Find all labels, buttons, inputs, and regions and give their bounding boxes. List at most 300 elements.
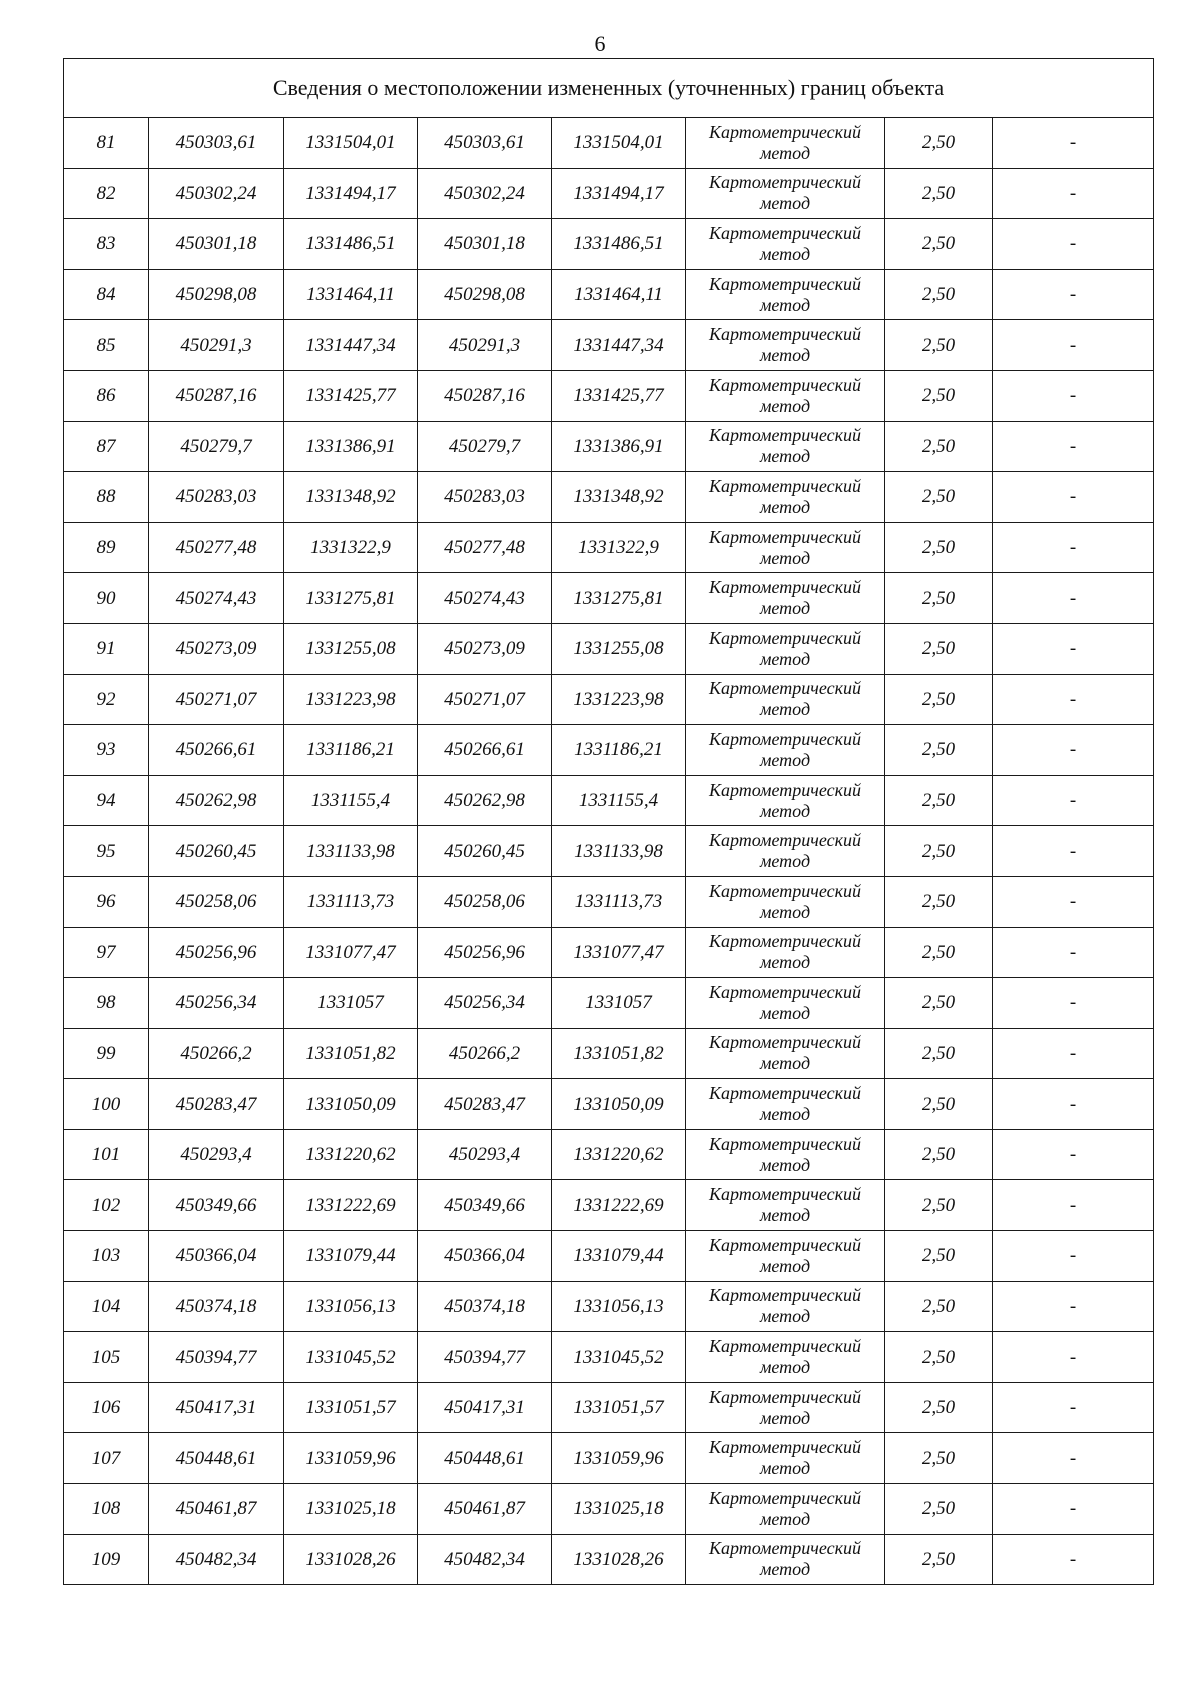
- accuracy-cell: 2,50: [885, 1079, 993, 1130]
- table-row: [64, 370, 1154, 421]
- refined-x-cell: 450266,2: [418, 1028, 552, 1079]
- description-cell: -: [993, 725, 1154, 776]
- refined-y-cell: 1331255,08: [552, 623, 686, 674]
- point-number-cell: 86: [64, 370, 149, 421]
- method-cell: [686, 1028, 885, 1079]
- description-cell: -: [993, 269, 1154, 320]
- accuracy-cell: 2,50: [885, 1180, 993, 1231]
- existing-x-cell: 450301,18: [149, 219, 284, 270]
- method-line-1: Картометрический: [708, 526, 861, 547]
- page-number: 6: [594, 31, 606, 56]
- accuracy-cell: 2,50: [885, 876, 993, 927]
- accuracy-cell: 2,50: [885, 623, 993, 674]
- method-line-2: метод: [759, 952, 811, 973]
- table-row: [64, 1382, 1154, 1433]
- method-cell: [686, 320, 885, 371]
- accuracy-cell: 2,50: [885, 269, 993, 320]
- refined-x-cell: 450303,61: [418, 118, 552, 169]
- method-line-1: Картометрический: [708, 374, 861, 395]
- refined-x-cell: 450448,61: [418, 1433, 552, 1484]
- point-number-cell: 91: [64, 623, 149, 674]
- refined-x-cell: 450293,4: [418, 1129, 552, 1180]
- refined-y-cell: 1331222,69: [552, 1180, 686, 1231]
- method-line-1: Картометрический: [708, 222, 861, 243]
- refined-x-cell: 450417,31: [418, 1382, 552, 1433]
- point-number-cell: 82: [64, 168, 149, 219]
- existing-y-cell: 1331056,13: [284, 1281, 418, 1332]
- method-line-1: Картометрический: [708, 1133, 861, 1154]
- existing-x-cell: 450271,07: [149, 674, 284, 725]
- point-number-cell: 88: [64, 472, 149, 523]
- point-number-cell: 95: [64, 826, 149, 877]
- method-cell: [686, 118, 885, 169]
- point-number-cell: 97: [64, 927, 149, 978]
- method-line-2: метод: [759, 1559, 811, 1580]
- refined-y-cell: 1331348,92: [552, 472, 686, 523]
- point-number-cell: 105: [64, 1332, 149, 1383]
- method-cell: [686, 1433, 885, 1484]
- refined-x-cell: 450273,09: [418, 623, 552, 674]
- description-cell: -: [993, 826, 1154, 877]
- table-row: [64, 876, 1154, 927]
- point-number-cell: 100: [64, 1079, 149, 1130]
- method-line-1: Картометрический: [708, 830, 861, 851]
- table-row: [64, 1079, 1154, 1130]
- point-number-cell: 96: [64, 876, 149, 927]
- refined-x-cell: 450287,16: [418, 370, 552, 421]
- existing-x-cell: 450303,61: [149, 118, 284, 169]
- existing-x-cell: 450349,66: [149, 1180, 284, 1231]
- existing-y-cell: 1331494,17: [284, 168, 418, 219]
- description-cell: -: [993, 775, 1154, 826]
- description-cell: -: [993, 168, 1154, 219]
- existing-y-cell: 1331025,18: [284, 1484, 418, 1535]
- refined-y-cell: 1331133,98: [552, 826, 686, 877]
- method-line-2: метод: [759, 395, 811, 416]
- accuracy-cell: 2,50: [885, 1534, 993, 1585]
- description-cell: -: [993, 1079, 1154, 1130]
- method-line-1: Картометрический: [708, 577, 861, 598]
- existing-y-cell: 1331255,08: [284, 623, 418, 674]
- table-row: [64, 1129, 1154, 1180]
- existing-x-cell: 450366,04: [149, 1231, 284, 1282]
- method-cell: [686, 1484, 885, 1535]
- method-line-1: Картометрический: [708, 273, 861, 294]
- point-number-cell: 98: [64, 978, 149, 1029]
- existing-y-cell: 1331222,69: [284, 1180, 418, 1231]
- refined-x-cell: 450283,03: [418, 472, 552, 523]
- description-cell: -: [993, 1332, 1154, 1383]
- refined-y-cell: 1331494,17: [552, 168, 686, 219]
- method-line-2: метод: [759, 547, 811, 568]
- method-line-1: Картометрический: [708, 1032, 861, 1053]
- refined-y-cell: 1331056,13: [552, 1281, 686, 1332]
- method-line-1: Картометрический: [708, 1386, 861, 1407]
- description-cell: -: [993, 978, 1154, 1029]
- existing-y-cell: 1331220,62: [284, 1129, 418, 1180]
- description-cell: -: [993, 320, 1154, 371]
- refined-y-cell: 1331322,9: [552, 522, 686, 573]
- description-cell: -: [993, 876, 1154, 927]
- method-cell: [686, 826, 885, 877]
- accuracy-cell: 2,50: [885, 826, 993, 877]
- existing-x-cell: 450283,47: [149, 1079, 284, 1130]
- accuracy-cell: 2,50: [885, 320, 993, 371]
- refined-x-cell: 450302,24: [418, 168, 552, 219]
- existing-x-cell: 450394,77: [149, 1332, 284, 1383]
- existing-x-cell: 450256,96: [149, 927, 284, 978]
- accuracy-cell: 2,50: [885, 219, 993, 270]
- table-row: [64, 522, 1154, 573]
- table-row: [64, 674, 1154, 725]
- existing-x-cell: 450256,34: [149, 978, 284, 1029]
- existing-y-cell: 1331486,51: [284, 219, 418, 270]
- method-line-2: метод: [759, 648, 811, 669]
- refined-y-cell: 1331464,11: [552, 269, 686, 320]
- existing-y-cell: 1331223,98: [284, 674, 418, 725]
- refined-y-cell: 1331057: [552, 978, 686, 1029]
- existing-x-cell: 450302,24: [149, 168, 284, 219]
- accuracy-cell: 2,50: [885, 370, 993, 421]
- refined-y-cell: 1331051,57: [552, 1382, 686, 1433]
- refined-y-cell: 1331447,34: [552, 320, 686, 371]
- point-number-cell: 107: [64, 1433, 149, 1484]
- method-line-2: метод: [759, 1104, 811, 1125]
- table-body: [64, 59, 1154, 1585]
- existing-y-cell: 1331275,81: [284, 573, 418, 624]
- description-cell: -: [993, 118, 1154, 169]
- refined-x-cell: 450271,07: [418, 674, 552, 725]
- method-cell: [686, 1129, 885, 1180]
- description-cell: -: [993, 370, 1154, 421]
- accuracy-cell: 2,50: [885, 978, 993, 1029]
- description-cell: -: [993, 1382, 1154, 1433]
- point-number-cell: 81: [64, 118, 149, 169]
- point-number-cell: 103: [64, 1231, 149, 1282]
- description-cell: -: [993, 573, 1154, 624]
- refined-y-cell: 1331059,96: [552, 1433, 686, 1484]
- refined-y-cell: 1331045,52: [552, 1332, 686, 1383]
- existing-y-cell: 1331322,9: [284, 522, 418, 573]
- table-title: Сведения о местоположении измененных (уточненных) границ объекта: [64, 59, 1154, 118]
- method-cell: [686, 623, 885, 674]
- accuracy-cell: 2,50: [885, 1484, 993, 1535]
- method-line-1: Картометрический: [708, 1437, 861, 1458]
- existing-x-cell: 450266,61: [149, 725, 284, 776]
- method-line-2: метод: [759, 446, 811, 467]
- method-cell: [686, 1231, 885, 1282]
- accuracy-cell: 2,50: [885, 1332, 993, 1383]
- existing-y-cell: 1331504,01: [284, 118, 418, 169]
- refined-y-cell: 1331051,82: [552, 1028, 686, 1079]
- description-cell: -: [993, 1484, 1154, 1535]
- refined-x-cell: 450366,04: [418, 1231, 552, 1282]
- method-cell: [686, 168, 885, 219]
- refined-x-cell: 450298,08: [418, 269, 552, 320]
- accuracy-cell: 2,50: [885, 725, 993, 776]
- existing-y-cell: 1331051,57: [284, 1382, 418, 1433]
- existing-x-cell: 450448,61: [149, 1433, 284, 1484]
- description-cell: -: [993, 1180, 1154, 1231]
- accuracy-cell: 2,50: [885, 775, 993, 826]
- method-line-2: метод: [759, 699, 811, 720]
- method-cell: [686, 1534, 885, 1585]
- method-cell: [686, 927, 885, 978]
- method-line-1: Картометрический: [708, 324, 861, 345]
- description-cell: -: [993, 1534, 1154, 1585]
- point-number-cell: 89: [64, 522, 149, 573]
- refined-y-cell: 1331486,51: [552, 219, 686, 270]
- accuracy-cell: 2,50: [885, 421, 993, 472]
- accuracy-cell: 2,50: [885, 1281, 993, 1332]
- method-line-2: метод: [759, 1205, 811, 1226]
- refined-x-cell: 450277,48: [418, 522, 552, 573]
- method-line-1: Картометрический: [708, 678, 861, 699]
- point-number-cell: 94: [64, 775, 149, 826]
- method-cell: [686, 269, 885, 320]
- method-line-2: метод: [759, 851, 811, 872]
- refined-y-cell: 1331504,01: [552, 118, 686, 169]
- existing-x-cell: 450260,45: [149, 826, 284, 877]
- table-row: [64, 927, 1154, 978]
- refined-y-cell: 1331425,77: [552, 370, 686, 421]
- existing-x-cell: 450274,43: [149, 573, 284, 624]
- method-line-2: метод: [759, 1508, 811, 1529]
- existing-y-cell: 1331425,77: [284, 370, 418, 421]
- method-line-1: Картометрический: [708, 1234, 861, 1255]
- table-row: [64, 1484, 1154, 1535]
- method-cell: [686, 1281, 885, 1332]
- method-line-2: метод: [759, 193, 811, 214]
- refined-x-cell: 450349,66: [418, 1180, 552, 1231]
- method-cell: [686, 775, 885, 826]
- method-cell: [686, 1079, 885, 1130]
- refined-y-cell: 1331025,18: [552, 1484, 686, 1535]
- method-cell: [686, 674, 885, 725]
- table-row: [64, 421, 1154, 472]
- point-number-cell: 83: [64, 219, 149, 270]
- refined-x-cell: 450482,34: [418, 1534, 552, 1585]
- table-row: [64, 168, 1154, 219]
- accuracy-cell: 2,50: [885, 1433, 993, 1484]
- accuracy-cell: 2,50: [885, 674, 993, 725]
- existing-y-cell: 1331447,34: [284, 320, 418, 371]
- existing-x-cell: 450283,03: [149, 472, 284, 523]
- table-row: [64, 775, 1154, 826]
- method-line-2: метод: [759, 1053, 811, 1074]
- refined-y-cell: 1331275,81: [552, 573, 686, 624]
- method-line-2: метод: [759, 1154, 811, 1175]
- description-cell: -: [993, 623, 1154, 674]
- existing-x-cell: 450461,87: [149, 1484, 284, 1535]
- existing-y-cell: 1331045,52: [284, 1332, 418, 1383]
- accuracy-cell: 2,50: [885, 573, 993, 624]
- point-number-cell: 92: [64, 674, 149, 725]
- table-row: [64, 623, 1154, 674]
- table-row: [64, 725, 1154, 776]
- method-line-2: метод: [759, 1357, 811, 1378]
- existing-x-cell: 450482,34: [149, 1534, 284, 1585]
- accuracy-cell: 2,50: [885, 1129, 993, 1180]
- refined-x-cell: 450256,96: [418, 927, 552, 978]
- accuracy-cell: 2,50: [885, 1382, 993, 1433]
- table-row: [64, 219, 1154, 270]
- refined-x-cell: 450301,18: [418, 219, 552, 270]
- method-line-2: метод: [759, 901, 811, 922]
- existing-x-cell: 450262,98: [149, 775, 284, 826]
- refined-y-cell: 1331223,98: [552, 674, 686, 725]
- description-cell: -: [993, 472, 1154, 523]
- method-line-2: метод: [759, 800, 811, 821]
- existing-y-cell: 1331077,47: [284, 927, 418, 978]
- method-line-1: Картометрический: [708, 475, 861, 496]
- method-cell: [686, 219, 885, 270]
- refined-x-cell: 450266,61: [418, 725, 552, 776]
- description-cell: -: [993, 927, 1154, 978]
- point-number-cell: 109: [64, 1534, 149, 1585]
- refined-x-cell: 450394,77: [418, 1332, 552, 1383]
- existing-x-cell: 450273,09: [149, 623, 284, 674]
- existing-x-cell: 450287,16: [149, 370, 284, 421]
- accuracy-cell: 2,50: [885, 472, 993, 523]
- method-line-2: метод: [759, 142, 811, 163]
- table-row: [64, 320, 1154, 371]
- existing-x-cell: 450374,18: [149, 1281, 284, 1332]
- refined-y-cell: 1331155,4: [552, 775, 686, 826]
- method-line-2: метод: [759, 1458, 811, 1479]
- existing-x-cell: 450291,3: [149, 320, 284, 371]
- table-row: [64, 118, 1154, 169]
- table-row: [64, 1534, 1154, 1585]
- existing-y-cell: 1331464,11: [284, 269, 418, 320]
- table-row: [64, 573, 1154, 624]
- method-cell: [686, 472, 885, 523]
- method-line-2: метод: [759, 1306, 811, 1327]
- existing-y-cell: 1331133,98: [284, 826, 418, 877]
- refined-y-cell: 1331186,21: [552, 725, 686, 776]
- method-line-1: Картометрический: [708, 172, 861, 193]
- method-line-1: Картометрический: [708, 1538, 861, 1559]
- existing-y-cell: 1331051,82: [284, 1028, 418, 1079]
- method-line-1: Картометрический: [708, 1083, 861, 1104]
- point-number-cell: 87: [64, 421, 149, 472]
- description-cell: -: [993, 1028, 1154, 1079]
- method-line-1: Картометрический: [708, 425, 861, 446]
- table-row: [64, 1180, 1154, 1231]
- method-cell: [686, 1180, 885, 1231]
- boundary-coordinates-table: [63, 58, 1154, 1585]
- refined-x-cell: 450262,98: [418, 775, 552, 826]
- table-row: [64, 826, 1154, 877]
- table-row: [64, 1231, 1154, 1282]
- existing-y-cell: 1331050,09: [284, 1079, 418, 1130]
- table-row: [64, 978, 1154, 1029]
- method-cell: [686, 1382, 885, 1433]
- method-cell: [686, 876, 885, 927]
- refined-x-cell: 450283,47: [418, 1079, 552, 1130]
- accuracy-cell: 2,50: [885, 168, 993, 219]
- method-line-1: Картометрический: [708, 1487, 861, 1508]
- refined-y-cell: 1331077,47: [552, 927, 686, 978]
- method-line-2: метод: [759, 1002, 811, 1023]
- table-row: [64, 1028, 1154, 1079]
- existing-x-cell: 450298,08: [149, 269, 284, 320]
- method-line-1: Картометрический: [708, 728, 861, 749]
- table-row: [64, 472, 1154, 523]
- existing-x-cell: 450417,31: [149, 1382, 284, 1433]
- refined-y-cell: 1331386,91: [552, 421, 686, 472]
- method-cell: [686, 1332, 885, 1383]
- method-cell: [686, 725, 885, 776]
- description-cell: -: [993, 1433, 1154, 1484]
- existing-y-cell: 1331079,44: [284, 1231, 418, 1282]
- table-title-row: [64, 59, 1154, 118]
- method-cell: [686, 978, 885, 1029]
- point-number-cell: 90: [64, 573, 149, 624]
- method-line-2: метод: [759, 496, 811, 517]
- refined-x-cell: 450291,3: [418, 320, 552, 371]
- existing-y-cell: 1331059,96: [284, 1433, 418, 1484]
- description-cell: -: [993, 522, 1154, 573]
- existing-x-cell: 450258,06: [149, 876, 284, 927]
- method-line-2: метод: [759, 1255, 811, 1276]
- method-line-1: Картометрический: [708, 981, 861, 1002]
- point-number-cell: 84: [64, 269, 149, 320]
- method-line-1: Картометрический: [708, 121, 861, 142]
- existing-y-cell: 1331057: [284, 978, 418, 1029]
- description-cell: -: [993, 1231, 1154, 1282]
- refined-x-cell: 450258,06: [418, 876, 552, 927]
- point-number-cell: 104: [64, 1281, 149, 1332]
- refined-y-cell: 1331050,09: [552, 1079, 686, 1130]
- table-row: [64, 1332, 1154, 1383]
- existing-x-cell: 450266,2: [149, 1028, 284, 1079]
- existing-y-cell: 1331348,92: [284, 472, 418, 523]
- method-line-1: Картометрический: [708, 1184, 861, 1205]
- existing-y-cell: 1331113,73: [284, 876, 418, 927]
- method-line-2: метод: [759, 294, 811, 315]
- description-cell: -: [993, 219, 1154, 270]
- method-cell: [686, 573, 885, 624]
- refined-y-cell: 1331113,73: [552, 876, 686, 927]
- refined-x-cell: 450461,87: [418, 1484, 552, 1535]
- method-line-1: Картометрический: [708, 1336, 861, 1357]
- method-cell: [686, 421, 885, 472]
- method-line-1: Картометрический: [708, 931, 861, 952]
- point-number-cell: 106: [64, 1382, 149, 1433]
- accuracy-cell: 2,50: [885, 118, 993, 169]
- method-line-2: метод: [759, 1407, 811, 1428]
- existing-y-cell: 1331186,21: [284, 725, 418, 776]
- existing-x-cell: 450277,48: [149, 522, 284, 573]
- existing-y-cell: 1331155,4: [284, 775, 418, 826]
- description-cell: -: [993, 674, 1154, 725]
- refined-x-cell: 450256,34: [418, 978, 552, 1029]
- table-row: [64, 1281, 1154, 1332]
- method-cell: [686, 522, 885, 573]
- accuracy-cell: 2,50: [885, 522, 993, 573]
- method-line-1: Картометрический: [708, 880, 861, 901]
- refined-y-cell: 1331028,26: [552, 1534, 686, 1585]
- refined-x-cell: 450374,18: [418, 1281, 552, 1332]
- method-line-1: Картометрический: [708, 779, 861, 800]
- method-cell: [686, 370, 885, 421]
- existing-y-cell: 1331386,91: [284, 421, 418, 472]
- refined-x-cell: 450260,45: [418, 826, 552, 877]
- description-cell: -: [993, 1129, 1154, 1180]
- method-line-2: метод: [759, 243, 811, 264]
- point-number-cell: 108: [64, 1484, 149, 1535]
